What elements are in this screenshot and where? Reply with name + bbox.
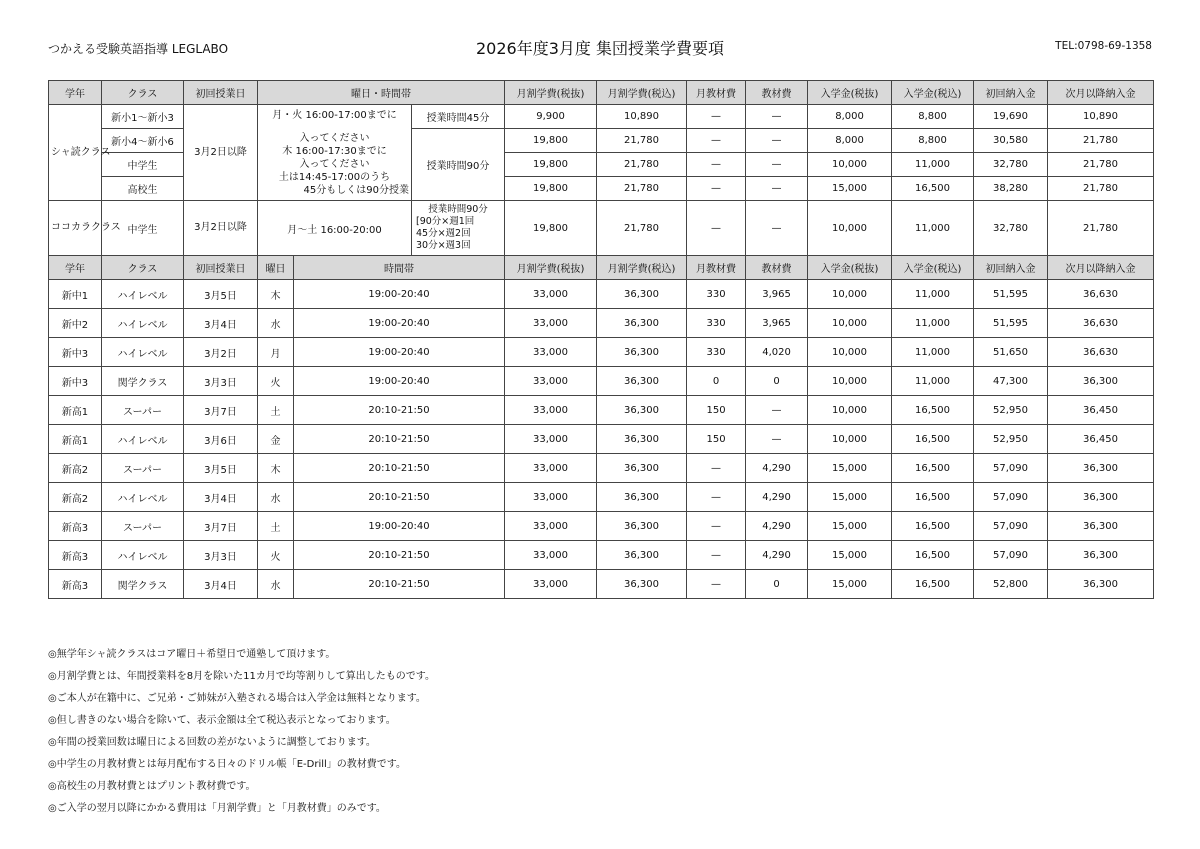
grade-cell: 新中2 — [49, 309, 102, 338]
start-date-cell: 3月5日 — [184, 280, 258, 309]
start-date-cell: 3月2日以降 — [184, 105, 258, 201]
col-header-monthly-in: 月割学費(税込) — [597, 256, 687, 280]
schedule-line: 45分もしくは90分授業 — [303, 184, 409, 196]
monthly-material-cell: — — [687, 541, 746, 570]
first-payment-cell: 38,280 — [974, 177, 1048, 201]
table-row — [49, 338, 1154, 367]
entrance-in-cell: 11,000 — [892, 280, 974, 309]
entrance-in-cell: 16,500 — [892, 396, 974, 425]
col-header-day: 曜日 — [258, 256, 294, 280]
monthly-material-cell: 0 — [687, 367, 746, 396]
fee-table — [48, 80, 1154, 599]
first-payment-cell: 51,650 — [974, 338, 1048, 367]
next-payment-cell: 36,630 — [1048, 338, 1154, 367]
entrance-ex-cell: 15,000 — [808, 570, 892, 599]
time-cell: 19:00-20:40 — [294, 309, 505, 338]
table-row — [49, 541, 1154, 570]
entrance-in-cell: 16,500 — [892, 425, 974, 454]
class-cell: ハイレベル — [102, 280, 184, 309]
monthly-in-cell: 21,780 — [597, 153, 687, 177]
next-payment-cell: 21,780 — [1048, 201, 1154, 256]
monthly-in-cell: 21,780 — [597, 129, 687, 153]
grade-cell: シャ読クラス — [49, 105, 102, 201]
monthly-material-cell: — — [687, 201, 746, 256]
monthly-in-cell: 21,780 — [597, 201, 687, 256]
page-header — [48, 36, 1152, 62]
grade-cell: 新高2 — [49, 483, 102, 512]
entrance-in-cell: 16,500 — [892, 541, 974, 570]
next-payment-cell: 36,300 — [1048, 512, 1154, 541]
telephone: TEL:0798-69-1358 — [1055, 40, 1152, 52]
day-cell: 火 — [258, 367, 294, 396]
entrance-ex-cell: 10,000 — [808, 425, 892, 454]
entrance-in-cell: 11,000 — [892, 201, 974, 256]
schedule-cell: 月～土 16:00-20:00 — [258, 201, 412, 256]
class-cell: スーパー — [102, 396, 184, 425]
entrance-ex-cell: 8,000 — [808, 105, 892, 129]
table-row — [49, 280, 1154, 309]
monthly-material-cell: — — [687, 570, 746, 599]
col-header-grade: 学年 — [49, 81, 102, 105]
time-cell: 20:10-21:50 — [294, 541, 505, 570]
first-payment-cell: 47,300 — [974, 367, 1048, 396]
monthly-in-cell: 36,300 — [597, 512, 687, 541]
col-header-material: 教材費 — [746, 81, 808, 105]
monthly-material-cell: 150 — [687, 396, 746, 425]
monthly-ex-cell: 19,800 — [505, 153, 597, 177]
day-cell: 金 — [258, 425, 294, 454]
monthly-ex-cell: 33,000 — [505, 454, 597, 483]
entrance-in-cell: 16,500 — [892, 570, 974, 599]
col-header-entrance-ex: 入学金(税抜) — [808, 256, 892, 280]
table-row — [49, 454, 1154, 483]
entrance-in-cell: 8,800 — [892, 105, 974, 129]
day-cell: 水 — [258, 309, 294, 338]
col-header-time: 時間帯 — [294, 256, 505, 280]
first-payment-cell: 57,090 — [974, 454, 1048, 483]
material-cell: 0 — [746, 367, 808, 396]
monthly-in-cell: 36,300 — [597, 280, 687, 309]
first-payment-cell: 51,595 — [974, 280, 1048, 309]
note-line: ◎年間の授業回数は曜日による回数の差がないように調整しております。 — [48, 737, 376, 748]
entrance-ex-cell: 15,000 — [808, 512, 892, 541]
monthly-material-cell: — — [687, 153, 746, 177]
entrance-ex-cell: 10,000 — [808, 309, 892, 338]
table-row — [49, 201, 1154, 256]
schedule-line: 入ってください — [299, 158, 370, 170]
table-row — [49, 396, 1154, 425]
school-name: つかえる受験英語指導 LEGLABO — [48, 42, 229, 56]
next-payment-cell: 36,300 — [1048, 454, 1154, 483]
col-header-monthly-ex: 月割学費(税抜) — [505, 256, 597, 280]
next-payment-cell: 10,890 — [1048, 105, 1154, 129]
schedule-cell — [258, 105, 412, 201]
monthly-ex-cell: 19,800 — [505, 129, 597, 153]
first-payment-cell: 32,780 — [974, 201, 1048, 256]
col-header-monthly-in: 月割学費(税込) — [597, 81, 687, 105]
start-date-cell: 3月4日 — [184, 483, 258, 512]
col-header-monthly-material: 月教材費 — [687, 81, 746, 105]
class-cell: 中学生 — [102, 153, 184, 177]
class-cell: 高校生 — [102, 177, 184, 201]
day-cell: 火 — [258, 541, 294, 570]
col-header-first-payment: 初回納入金 — [974, 81, 1048, 105]
time-cell: 19:00-20:40 — [294, 512, 505, 541]
material-cell: 4,290 — [746, 541, 808, 570]
start-date-cell: 3月7日 — [184, 396, 258, 425]
time-cell: 20:10-21:50 — [294, 483, 505, 512]
next-payment-cell: 36,450 — [1048, 396, 1154, 425]
monthly-material-cell: 330 — [687, 338, 746, 367]
grade-cell: 新高3 — [49, 570, 102, 599]
monthly-ex-cell: 19,800 — [505, 201, 597, 256]
class-cell: ハイレベル — [102, 541, 184, 570]
duration-cell — [412, 201, 505, 256]
start-date-cell: 3月3日 — [184, 367, 258, 396]
day-cell: 土 — [258, 512, 294, 541]
monthly-ex-cell: 33,000 — [505, 425, 597, 454]
monthly-material-cell: — — [687, 454, 746, 483]
monthly-in-cell: 36,300 — [597, 367, 687, 396]
monthly-ex-cell: 33,000 — [505, 541, 597, 570]
entrance-ex-cell: 10,000 — [808, 396, 892, 425]
monthly-material-cell: 150 — [687, 425, 746, 454]
monthly-ex-cell: 19,800 — [505, 177, 597, 201]
time-cell: 19:00-20:40 — [294, 367, 505, 396]
monthly-material-cell: — — [687, 512, 746, 541]
monthly-in-cell: 36,300 — [597, 425, 687, 454]
table-row — [49, 309, 1154, 338]
monthly-ex-cell: 33,000 — [505, 570, 597, 599]
class-cell: 新小4～新小6 — [102, 129, 184, 153]
grade-cell: 新中3 — [49, 338, 102, 367]
grade-cell: 新高2 — [49, 454, 102, 483]
monthly-in-cell: 21,780 — [597, 177, 687, 201]
grade-cell: 新中1 — [49, 280, 102, 309]
class-cell: 関学クラス — [102, 570, 184, 599]
col-header-next-payment: 次月以降納入金 — [1048, 256, 1154, 280]
class-cell: ハイレベル — [102, 309, 184, 338]
col-header-start: 初回授業日 — [184, 81, 258, 105]
col-header-start: 初回授業日 — [184, 256, 258, 280]
table-row — [49, 512, 1154, 541]
entrance-in-cell: 11,000 — [892, 367, 974, 396]
material-cell: — — [746, 201, 808, 256]
time-cell: 20:10-21:50 — [294, 425, 505, 454]
day-cell: 木 — [258, 454, 294, 483]
entrance-ex-cell: 15,000 — [808, 541, 892, 570]
col-header-first-payment: 初回納入金 — [974, 256, 1048, 280]
start-date-cell: 3月6日 — [184, 425, 258, 454]
first-payment-cell: 30,580 — [974, 129, 1048, 153]
col-header-entrance-in: 入学金(税込) — [892, 81, 974, 105]
entrance-ex-cell: 10,000 — [808, 367, 892, 396]
monthly-ex-cell: 33,000 — [505, 309, 597, 338]
entrance-ex-cell: 10,000 — [808, 338, 892, 367]
monthly-in-cell: 36,300 — [597, 454, 687, 483]
duration-line: 授業時間90分 — [428, 204, 488, 215]
monthly-ex-cell: 9,900 — [505, 105, 597, 129]
next-payment-cell: 36,630 — [1048, 280, 1154, 309]
first-payment-cell: 57,090 — [974, 483, 1048, 512]
note-line: ◎但し書きのない場合を除いて、表示金額は全て税込表示となっております。 — [48, 715, 396, 726]
first-payment-cell: 57,090 — [974, 541, 1048, 570]
col-header-next-payment: 次月以降納入金 — [1048, 81, 1154, 105]
note-line: ◎月割学費とは、年間授業料を8月を除いた11カ月で均等割りして算出したものです。 — [48, 671, 436, 682]
start-date-cell: 3月3日 — [184, 541, 258, 570]
monthly-ex-cell: 33,000 — [505, 396, 597, 425]
entrance-ex-cell: 8,000 — [808, 129, 892, 153]
col-header-class: クラス — [102, 256, 184, 280]
class-cell: スーパー — [102, 512, 184, 541]
material-cell: 0 — [746, 570, 808, 599]
note-line: ◎無学年シャ読クラスはコア曜日＋希望日で通塾して頂けます。 — [48, 649, 336, 660]
start-date-cell: 3月4日 — [184, 309, 258, 338]
table-row — [49, 425, 1154, 454]
col-header-schedule: 曜日・時間帯 — [258, 81, 505, 105]
schedule-line: 月・火 16:00-17:00までに — [272, 109, 397, 121]
start-date-cell: 3月4日 — [184, 570, 258, 599]
first-payment-cell: 57,090 — [974, 512, 1048, 541]
monthly-in-cell: 36,300 — [597, 570, 687, 599]
monthly-material-cell: 330 — [687, 309, 746, 338]
first-payment-cell: 52,950 — [974, 396, 1048, 425]
first-payment-cell: 19,690 — [974, 105, 1048, 129]
duration-cell: 授業時間90分 — [412, 129, 505, 201]
monthly-in-cell: 36,300 — [597, 309, 687, 338]
material-cell: 4,290 — [746, 512, 808, 541]
monthly-in-cell: 36,300 — [597, 541, 687, 570]
next-payment-cell: 21,780 — [1048, 129, 1154, 153]
next-payment-cell: 36,300 — [1048, 483, 1154, 512]
start-date-cell: 3月5日 — [184, 454, 258, 483]
monthly-ex-cell: 33,000 — [505, 483, 597, 512]
entrance-in-cell: 16,500 — [892, 454, 974, 483]
material-cell: — — [746, 396, 808, 425]
col-header-entrance-ex: 入学金(税抜) — [808, 81, 892, 105]
note-line: ◎中学生の月教材費とは毎月配布する日々のドリル帳「E-Drill」の教材費です。 — [48, 759, 406, 770]
material-cell: — — [746, 153, 808, 177]
next-payment-cell: 36,300 — [1048, 541, 1154, 570]
start-date-cell: 3月2日以降 — [184, 201, 258, 256]
class-cell: ハイレベル — [102, 483, 184, 512]
material-cell: 3,965 — [746, 280, 808, 309]
page-title: 2026年度3月度 集団授業学費要項 — [476, 39, 724, 58]
class-cell: ハイレベル — [102, 425, 184, 454]
start-date-cell: 3月7日 — [184, 512, 258, 541]
start-date-cell: 3月2日 — [184, 338, 258, 367]
material-cell: — — [746, 177, 808, 201]
monthly-ex-cell: 33,000 — [505, 338, 597, 367]
grade-cell: ココカラクラス — [49, 201, 102, 256]
entrance-in-cell: 16,500 — [892, 512, 974, 541]
entrance-in-cell: 11,000 — [892, 338, 974, 367]
notes — [48, 644, 1148, 820]
class-cell: 中学生 — [102, 201, 184, 256]
time-cell: 20:10-21:50 — [294, 396, 505, 425]
table-row — [49, 367, 1154, 396]
section2-header-row — [49, 256, 1154, 280]
table-row — [49, 105, 1154, 129]
grade-cell: 新中3 — [49, 367, 102, 396]
col-header-monthly-material: 月教材費 — [687, 256, 746, 280]
duration-line: [90分×週1回 — [416, 216, 475, 227]
monthly-in-cell: 36,300 — [597, 338, 687, 367]
day-cell: 木 — [258, 280, 294, 309]
entrance-in-cell: 16,500 — [892, 177, 974, 201]
next-payment-cell: 36,300 — [1048, 570, 1154, 599]
grade-cell: 新高1 — [49, 425, 102, 454]
time-cell: 19:00-20:40 — [294, 338, 505, 367]
class-cell: スーパー — [102, 454, 184, 483]
class-cell: 新小1～新小3 — [102, 105, 184, 129]
col-header-monthly-ex: 月割学費(税抜) — [505, 81, 597, 105]
entrance-ex-cell: 10,000 — [808, 153, 892, 177]
class-cell: 関学クラス — [102, 367, 184, 396]
material-cell: — — [746, 105, 808, 129]
table-row — [49, 570, 1154, 599]
next-payment-cell: 36,630 — [1048, 309, 1154, 338]
entrance-in-cell: 8,800 — [892, 129, 974, 153]
first-payment-cell: 52,950 — [974, 425, 1048, 454]
col-header-entrance-in: 入学金(税込) — [892, 256, 974, 280]
class-cell: ハイレベル — [102, 338, 184, 367]
next-payment-cell: 36,450 — [1048, 425, 1154, 454]
monthly-material-cell: — — [687, 129, 746, 153]
entrance-ex-cell: 15,000 — [808, 177, 892, 201]
grade-cell: 新高1 — [49, 396, 102, 425]
monthly-material-cell: — — [687, 105, 746, 129]
entrance-in-cell: 11,000 — [892, 153, 974, 177]
table-row — [49, 483, 1154, 512]
material-cell: 4,290 — [746, 454, 808, 483]
monthly-material-cell: — — [687, 177, 746, 201]
col-header-grade: 学年 — [49, 256, 102, 280]
entrance-ex-cell: 10,000 — [808, 280, 892, 309]
note-line: ◎ご本人が在籍中に、ご兄弟・ご姉妹が入塾される場合は入学金は無料となります。 — [48, 693, 426, 704]
monthly-material-cell: 330 — [687, 280, 746, 309]
grade-cell: 新高3 — [49, 541, 102, 570]
duration-line: 45分×週2回 — [416, 228, 471, 239]
schedule-line: 土は14:45-17:00のうち — [278, 171, 391, 183]
time-cell: 19:00-20:40 — [294, 280, 505, 309]
first-payment-cell: 51,595 — [974, 309, 1048, 338]
material-cell: 4,290 — [746, 483, 808, 512]
schedule-line: 木 16:00-17:30までに — [282, 145, 387, 157]
duration-cell: 授業時間45分 — [412, 105, 505, 129]
entrance-ex-cell: 15,000 — [808, 483, 892, 512]
entrance-ex-cell: 15,000 — [808, 454, 892, 483]
first-payment-cell: 32,780 — [974, 153, 1048, 177]
note-line: ◎高校生の月教材費とはプリント教材費です。 — [48, 781, 256, 792]
day-cell: 月 — [258, 338, 294, 367]
material-cell: 4,020 — [746, 338, 808, 367]
day-cell: 土 — [258, 396, 294, 425]
entrance-in-cell: 11,000 — [892, 309, 974, 338]
schedule-line: 入ってください — [299, 132, 370, 144]
col-header-class: クラス — [102, 81, 184, 105]
section2-body — [49, 280, 1154, 599]
material-cell: — — [746, 425, 808, 454]
grade-cell: 新高3 — [49, 512, 102, 541]
first-payment-cell: 52,800 — [974, 570, 1048, 599]
entrance-ex-cell: 10,000 — [808, 201, 892, 256]
day-cell: 水 — [258, 570, 294, 599]
day-cell: 水 — [258, 483, 294, 512]
monthly-ex-cell: 33,000 — [505, 280, 597, 309]
next-payment-cell: 21,780 — [1048, 177, 1154, 201]
material-cell: — — [746, 129, 808, 153]
monthly-ex-cell: 33,000 — [505, 367, 597, 396]
time-cell: 20:10-21:50 — [294, 454, 505, 483]
col-header-material: 教材費 — [746, 256, 808, 280]
section1-header-row — [49, 81, 1154, 105]
monthly-in-cell: 36,300 — [597, 483, 687, 512]
monthly-ex-cell: 33,000 — [505, 512, 597, 541]
note-line: ◎ご入学の翌月以降にかかる費用は「月割学費」と「月教材費」のみです。 — [48, 803, 386, 814]
next-payment-cell: 36,300 — [1048, 367, 1154, 396]
monthly-in-cell: 36,300 — [597, 396, 687, 425]
material-cell: 3,965 — [746, 309, 808, 338]
next-payment-cell: 21,780 — [1048, 153, 1154, 177]
duration-line: 30分×週3回 — [416, 240, 471, 251]
time-cell: 20:10-21:50 — [294, 570, 505, 599]
monthly-in-cell: 10,890 — [597, 105, 687, 129]
monthly-material-cell: — — [687, 483, 746, 512]
entrance-in-cell: 16,500 — [892, 483, 974, 512]
